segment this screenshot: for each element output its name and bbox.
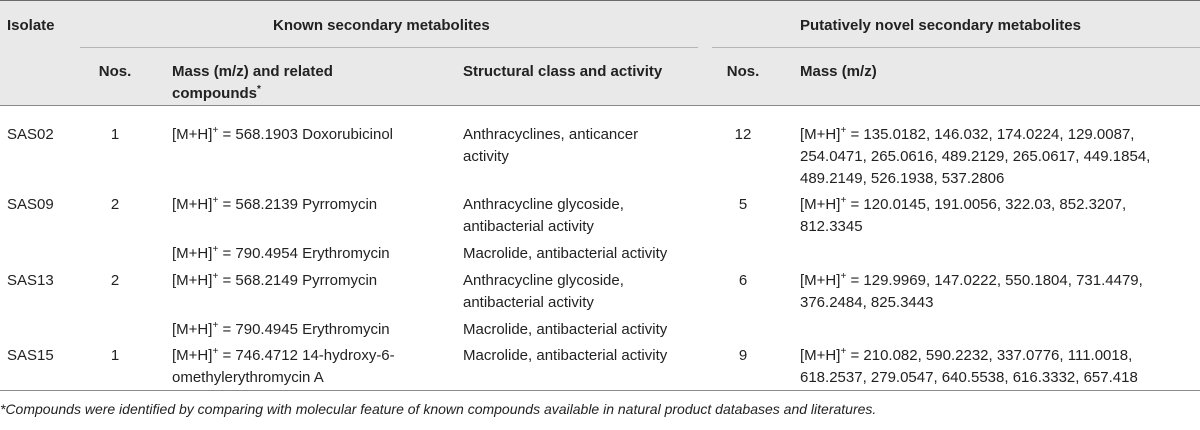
- known-mass-cell: [M+H]+ = 568.2149 Pyrromycin: [172, 271, 378, 289]
- top-rule: [0, 0, 1200, 1]
- structure-cell: Macrolide, antibacterial activity: [463, 347, 668, 364]
- table-row-isolate: SAS15: [7, 347, 54, 364]
- known-mass-cell: [M+H]+ = 790.4945 Erythromycin: [172, 320, 390, 338]
- novel-mass-cell: [M+H]+ = 210.082, 590.2232, 337.0776, 111.0018, 618.2537, 279.0547, 640.5538, 616.3332, 657.418: [800, 346, 1138, 386]
- header-mass-related: Mass (m/z) and related compounds*: [172, 63, 333, 102]
- structure-cell: Anthracyclines, anticancer activity: [463, 126, 639, 165]
- table-row-novel-nos: 9: [738, 347, 748, 364]
- known-mass-cell: [M+H]+ = 568.2139 Pyrromycin: [172, 195, 378, 213]
- structure-cell: Macrolide, antibacterial activity: [463, 321, 668, 338]
- novel-mass-cell: [M+H]+ = 129.9969, 147.0222, 550.1804, 731.4479, 376.2484, 825.3443: [800, 271, 1143, 311]
- structure-cell: Anthracycline glycoside, antibacterial activity: [463, 272, 624, 311]
- table-row-known-nos: 1: [110, 347, 120, 364]
- table-row-novel-nos: 12: [734, 126, 752, 143]
- header-mass: Mass (m/z): [800, 63, 877, 80]
- table-row-isolate: SAS02: [7, 126, 54, 143]
- table-row-novel-nos: 6: [738, 272, 748, 289]
- table-row-novel-nos: 5: [738, 196, 748, 213]
- table-row-known-nos: 1: [110, 126, 120, 143]
- structure-cell: Anthracycline glycoside, antibacterial activity: [463, 196, 624, 235]
- table-row-isolate: SAS13: [7, 272, 54, 289]
- novel-mass-cell: [M+H]+ = 135.0182, 146.032, 174.0224, 129.0087, 254.0471, 265.0616, 489.2129, 265.0617, 449.1854, 489.2149, 526.1938, 537.2806: [800, 125, 1151, 187]
- novel-mass-cell: [M+H]+ = 120.0145, 191.0056, 322.03, 852.3207, 812.3345: [800, 195, 1127, 235]
- header-bottom-rule: [0, 105, 1200, 106]
- structure-cell: Macrolide, antibacterial activity: [463, 245, 668, 262]
- table-row-isolate: SAS09: [7, 196, 54, 213]
- header-novel-nos: Nos.: [726, 63, 760, 80]
- header-known-group: Known secondary metabolites: [273, 17, 490, 34]
- known-mass-cell: [M+H]+ = 746.4712 14-hydroxy-6- omethylerythromycin A: [172, 346, 395, 386]
- known-group-underline: [80, 47, 698, 48]
- table-row-known-nos: 2: [110, 196, 120, 213]
- header-known-nos: Nos.: [98, 63, 132, 80]
- header-isolate: Isolate: [7, 17, 55, 34]
- known-mass-cell: [M+H]+ = 790.4954 Erythromycin: [172, 244, 390, 262]
- header-novel-group: Putatively novel secondary metabolites: [800, 17, 1081, 34]
- header-structural: Structural class and activity: [463, 63, 663, 80]
- bottom-rule: [0, 390, 1200, 391]
- novel-group-underline: [712, 47, 1200, 48]
- table-footnote: *Compounds were identified by comparing with molecular feature of known compounds available in natural product databases and literatures.: [0, 401, 877, 417]
- known-mass-cell: [M+H]+ = 568.1903 Doxorubicinol: [172, 125, 393, 143]
- table-row-known-nos: 2: [110, 272, 120, 289]
